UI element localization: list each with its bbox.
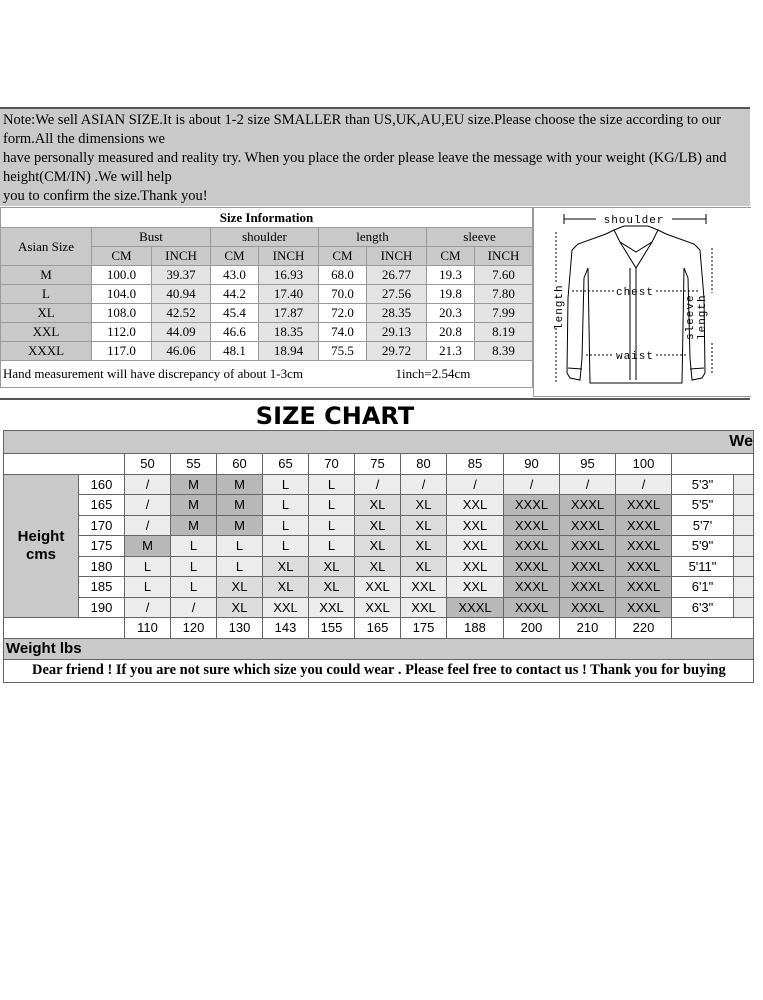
height-cm-cell: 175 (79, 536, 125, 557)
edge-cell (734, 495, 754, 516)
size-cell: / (504, 474, 560, 495)
size-cell: XXL (447, 577, 504, 598)
height-ft-cell: 5'3" (672, 474, 734, 495)
shirt-illustration (534, 208, 751, 396)
length-header: length (319, 228, 427, 247)
size-cell: XXXL (447, 597, 504, 618)
measurement-cell: 74.0 (319, 323, 367, 342)
edge-cell (734, 474, 754, 495)
measurement-cell: 17.40 (259, 285, 319, 304)
measurement-cell: 28.35 (367, 304, 427, 323)
edge-cell (734, 536, 754, 557)
weight-kg-cell: 55 (171, 454, 217, 475)
size-cell: / (171, 597, 217, 618)
size-label: XL (1, 304, 92, 323)
height-cm-cell: 185 (79, 577, 125, 598)
size-cell: XXL (447, 556, 504, 577)
unit-inch: INCH (367, 247, 427, 266)
size-row (1, 285, 533, 304)
size-cell: XXL (263, 597, 309, 618)
size-cell: L (309, 474, 355, 495)
size-cell: XL (355, 495, 401, 516)
size-cell: XL (355, 556, 401, 577)
weight-lbs-label: Weight lbs (4, 638, 754, 659)
height-row (4, 474, 754, 495)
size-cell: / (125, 597, 171, 618)
measurement-cell: 44.09 (152, 323, 211, 342)
size-chart-table (3, 430, 754, 683)
measurement-cell: 20.8 (427, 323, 475, 342)
measurement-cell: 40.94 (152, 285, 211, 304)
edge-cell (734, 515, 754, 536)
measurement-cell: 8.19 (475, 323, 533, 342)
size-cell: XXXL (560, 495, 616, 516)
size-cell: / (125, 474, 171, 495)
measurement-cell: 108.0 (92, 304, 152, 323)
measurement-cell: 70.0 (319, 285, 367, 304)
inch-conversion: 1inch=2.54cm (395, 366, 471, 381)
size-row (1, 342, 533, 361)
shirt-measurement-diagram (533, 207, 751, 397)
weight-kg-cell: 85 (447, 454, 504, 475)
size-cell: / (616, 474, 672, 495)
measurement-cell: 45.4 (211, 304, 259, 323)
size-cell: XL (355, 515, 401, 536)
size-label: XXL (1, 323, 92, 342)
height-cm-cell: 190 (79, 597, 125, 618)
size-cell: XXXL (504, 556, 560, 577)
height-label-text: Height (17, 527, 65, 545)
measurement-cell: 7.60 (475, 266, 533, 285)
measurement-cell: 29.72 (367, 342, 427, 361)
size-cell: XXXL (560, 577, 616, 598)
unit-inch: INCH (259, 247, 319, 266)
shoulder-header: shoulder (211, 228, 319, 247)
size-cell: L (263, 495, 309, 516)
height-cm-cell: 180 (79, 556, 125, 577)
size-cell: XL (355, 536, 401, 557)
measurement-cell: 39.37 (152, 266, 211, 285)
size-cell: XL (309, 556, 355, 577)
size-cell: XXXL (560, 536, 616, 557)
measurement-cell: 43.0 (211, 266, 259, 285)
height-row (4, 597, 754, 618)
size-cell: M (217, 495, 263, 516)
size-cell: XXL (355, 577, 401, 598)
weight-lbs-cell: 188 (447, 618, 504, 639)
size-cell: L (217, 536, 263, 557)
weight-lbs-cell: 110 (125, 618, 171, 639)
size-information-title: Size Information (1, 208, 533, 228)
measurement-cell: 42.52 (152, 304, 211, 323)
height-cm-cell: 160 (79, 474, 125, 495)
chest-label: chest (615, 287, 655, 299)
shoulder-label: shoulder (603, 215, 665, 227)
size-cell: XL (217, 577, 263, 598)
measurement-cell: 7.99 (475, 304, 533, 323)
size-cell: / (125, 495, 171, 516)
size-label: XXXL (1, 342, 92, 361)
size-cell: XXL (447, 495, 504, 516)
height-row (4, 536, 754, 557)
size-label: L (1, 285, 92, 304)
size-cell: XXXL (616, 556, 672, 577)
size-cell: XXXL (560, 597, 616, 618)
size-cell: XXL (401, 597, 447, 618)
measurement-cell: 17.87 (259, 304, 319, 323)
height-label (4, 474, 79, 618)
blank-cell (672, 618, 754, 639)
size-cell: XXXL (616, 577, 672, 598)
measurement-cell: 27.56 (367, 285, 427, 304)
size-cell: / (447, 474, 504, 495)
size-cell: L (171, 536, 217, 557)
note-line: you to confirm the size.Thank you! (3, 188, 208, 204)
weight-lbs-cell: 220 (616, 618, 672, 639)
measurement-cell: 8.39 (475, 342, 533, 361)
weight-lbs-cell: 165 (355, 618, 401, 639)
measurement-cell: 104.0 (92, 285, 152, 304)
size-row (1, 266, 533, 285)
size-cell: XXXL (560, 556, 616, 577)
size-cell: XXL (309, 597, 355, 618)
height-row (4, 515, 754, 536)
height-ft-cell: 5'5" (672, 495, 734, 516)
measurement-cell: 46.6 (211, 323, 259, 342)
size-cell: XL (401, 495, 447, 516)
size-cell: L (263, 474, 309, 495)
note-line: have personally measured and reality try. When you place the order please leave the message with your weight (KG/LB) and (3, 150, 727, 166)
size-cell: XL (309, 577, 355, 598)
size-chart-title: SIZE CHART (0, 398, 750, 428)
waist-label: waist (615, 351, 655, 363)
size-cell: L (309, 515, 355, 536)
height-ft-cell: 5'9" (672, 536, 734, 557)
measurement-cell: 21.3 (427, 342, 475, 361)
size-note (0, 107, 750, 206)
unit-inch: INCH (152, 247, 211, 266)
size-cell: M (171, 515, 217, 536)
height-row (4, 556, 754, 577)
size-cell: M (217, 474, 263, 495)
measurement-cell: 19.8 (427, 285, 475, 304)
height-row (4, 495, 754, 516)
measurement-cell: 20.3 (427, 304, 475, 323)
size-cell: M (217, 515, 263, 536)
weight-kg-cell: 75 (355, 454, 401, 475)
size-cell: XXXL (504, 597, 560, 618)
weight-lbs-cell: 200 (504, 618, 560, 639)
bust-header: Bust (92, 228, 211, 247)
size-cell: XXXL (616, 495, 672, 516)
size-cell: L (217, 556, 263, 577)
blank-cell (4, 618, 125, 639)
size-cell: L (171, 577, 217, 598)
measurement-cell: 72.0 (319, 304, 367, 323)
measurement-cell: 26.77 (367, 266, 427, 285)
size-cell: L (309, 495, 355, 516)
height-ft-cell: 5'11" (672, 556, 734, 577)
size-row (1, 323, 533, 342)
length-label: length (554, 284, 566, 330)
size-cell: L (171, 556, 217, 577)
size-cell: / (355, 474, 401, 495)
edge-cell (734, 577, 754, 598)
weight-lbs-cell: 120 (171, 618, 217, 639)
blank-cell (4, 454, 125, 475)
measurement-cell: 100.0 (92, 266, 152, 285)
sleeve-label: sleeve (685, 294, 697, 340)
unit-cm: CM (211, 247, 259, 266)
size-cell: L (125, 556, 171, 577)
size-cell: XL (401, 536, 447, 557)
size-cell: / (560, 474, 616, 495)
edge-cell (734, 556, 754, 577)
weight-kg-header: We (4, 431, 754, 454)
unit-cm: CM (319, 247, 367, 266)
weight-kg-cell: 100 (616, 454, 672, 475)
size-cell: XL (263, 556, 309, 577)
unit-cm: CM (427, 247, 475, 266)
weight-kg-cell: 70 (309, 454, 355, 475)
asian-size-header: Asian Size (1, 228, 92, 266)
size-cell: / (125, 515, 171, 536)
weight-lbs-cell: 130 (217, 618, 263, 639)
size-cell: XL (217, 597, 263, 618)
weight-kg-cell: 90 (504, 454, 560, 475)
measurement-cell: 19.3 (427, 266, 475, 285)
size-cell: XL (401, 515, 447, 536)
measurement-cell: 46.06 (152, 342, 211, 361)
size-cell: XXL (401, 577, 447, 598)
measurement-cell: 68.0 (319, 266, 367, 285)
edge-cell (734, 597, 754, 618)
sleeve-header: sleeve (427, 228, 533, 247)
height-row (4, 577, 754, 598)
length-label-right: length (697, 294, 709, 340)
size-cell: M (125, 536, 171, 557)
size-cell: XXXL (504, 515, 560, 536)
size-cell: XXXL (504, 495, 560, 516)
size-cell: XL (263, 577, 309, 598)
size-cell: XXXL (616, 597, 672, 618)
size-cell: XL (401, 556, 447, 577)
weight-lbs-cell: 143 (263, 618, 309, 639)
size-label: M (1, 266, 92, 285)
size-cell: XXL (447, 515, 504, 536)
note-line: height(CM/IN) .We will help (3, 169, 172, 185)
size-cell: M (171, 474, 217, 495)
size-cell: XXXL (616, 515, 672, 536)
contact-note: Dear friend ! If you are not sure which size you could wear . Please feel free to contact us ! Thank you for buying (4, 659, 754, 682)
size-information-footer (1, 361, 533, 388)
size-cell: L (309, 536, 355, 557)
measurement-cell: 18.94 (259, 342, 319, 361)
measurement-cell: 29.13 (367, 323, 427, 342)
weight-kg-cell: 60 (217, 454, 263, 475)
note-line: form.All the dimensions we (3, 131, 165, 147)
height-ft-cell: 6'1" (672, 577, 734, 598)
measurement-cell: 16.93 (259, 266, 319, 285)
weight-lbs-cell: 175 (401, 618, 447, 639)
weight-kg-cell: 65 (263, 454, 309, 475)
note-line: Note:We sell ASIAN SIZE.It is about 1-2 size SMALLER than US,UK,AU,EU size.Please choose the size according to our (3, 112, 722, 128)
size-cell: XXXL (504, 577, 560, 598)
size-cell: XXL (355, 597, 401, 618)
measurement-cell: 7.80 (475, 285, 533, 304)
size-chart (3, 430, 763, 683)
height-unit-text: cms (25, 545, 57, 563)
measurement-cell: 75.5 (319, 342, 367, 361)
height-cm-cell: 170 (79, 515, 125, 536)
weight-kg-cell: 50 (125, 454, 171, 475)
size-cell: L (263, 515, 309, 536)
size-cell: L (125, 577, 171, 598)
measurement-cell: 18.35 (259, 323, 319, 342)
measurement-cell: 44.2 (211, 285, 259, 304)
weight-kg-cell: 80 (401, 454, 447, 475)
height-ft-cell: 5'7' (672, 515, 734, 536)
weight-lbs-cell: 210 (560, 618, 616, 639)
height-ft-cell: 6'3" (672, 597, 734, 618)
measurement-cell: 117.0 (92, 342, 152, 361)
weight-kg-cell: 95 (560, 454, 616, 475)
height-cm-cell: 165 (79, 495, 125, 516)
size-cell: / (401, 474, 447, 495)
size-cell: XXXL (504, 536, 560, 557)
size-cell: XXXL (560, 515, 616, 536)
discrepancy-note: Hand measurement will have discrepancy of about 1-3cm (3, 366, 303, 381)
measurement-cell: 48.1 (211, 342, 259, 361)
size-row (1, 304, 533, 323)
weight-lbs-cell: 155 (309, 618, 355, 639)
size-cell: XXXL (616, 536, 672, 557)
measurement-cell: 112.0 (92, 323, 152, 342)
size-cell: L (263, 536, 309, 557)
blank-cell (672, 454, 754, 475)
size-information-table (0, 207, 533, 388)
unit-cm: CM (92, 247, 152, 266)
size-cell: XXL (447, 536, 504, 557)
size-information (0, 207, 532, 388)
size-cell: M (171, 495, 217, 516)
unit-inch: INCH (475, 247, 533, 266)
